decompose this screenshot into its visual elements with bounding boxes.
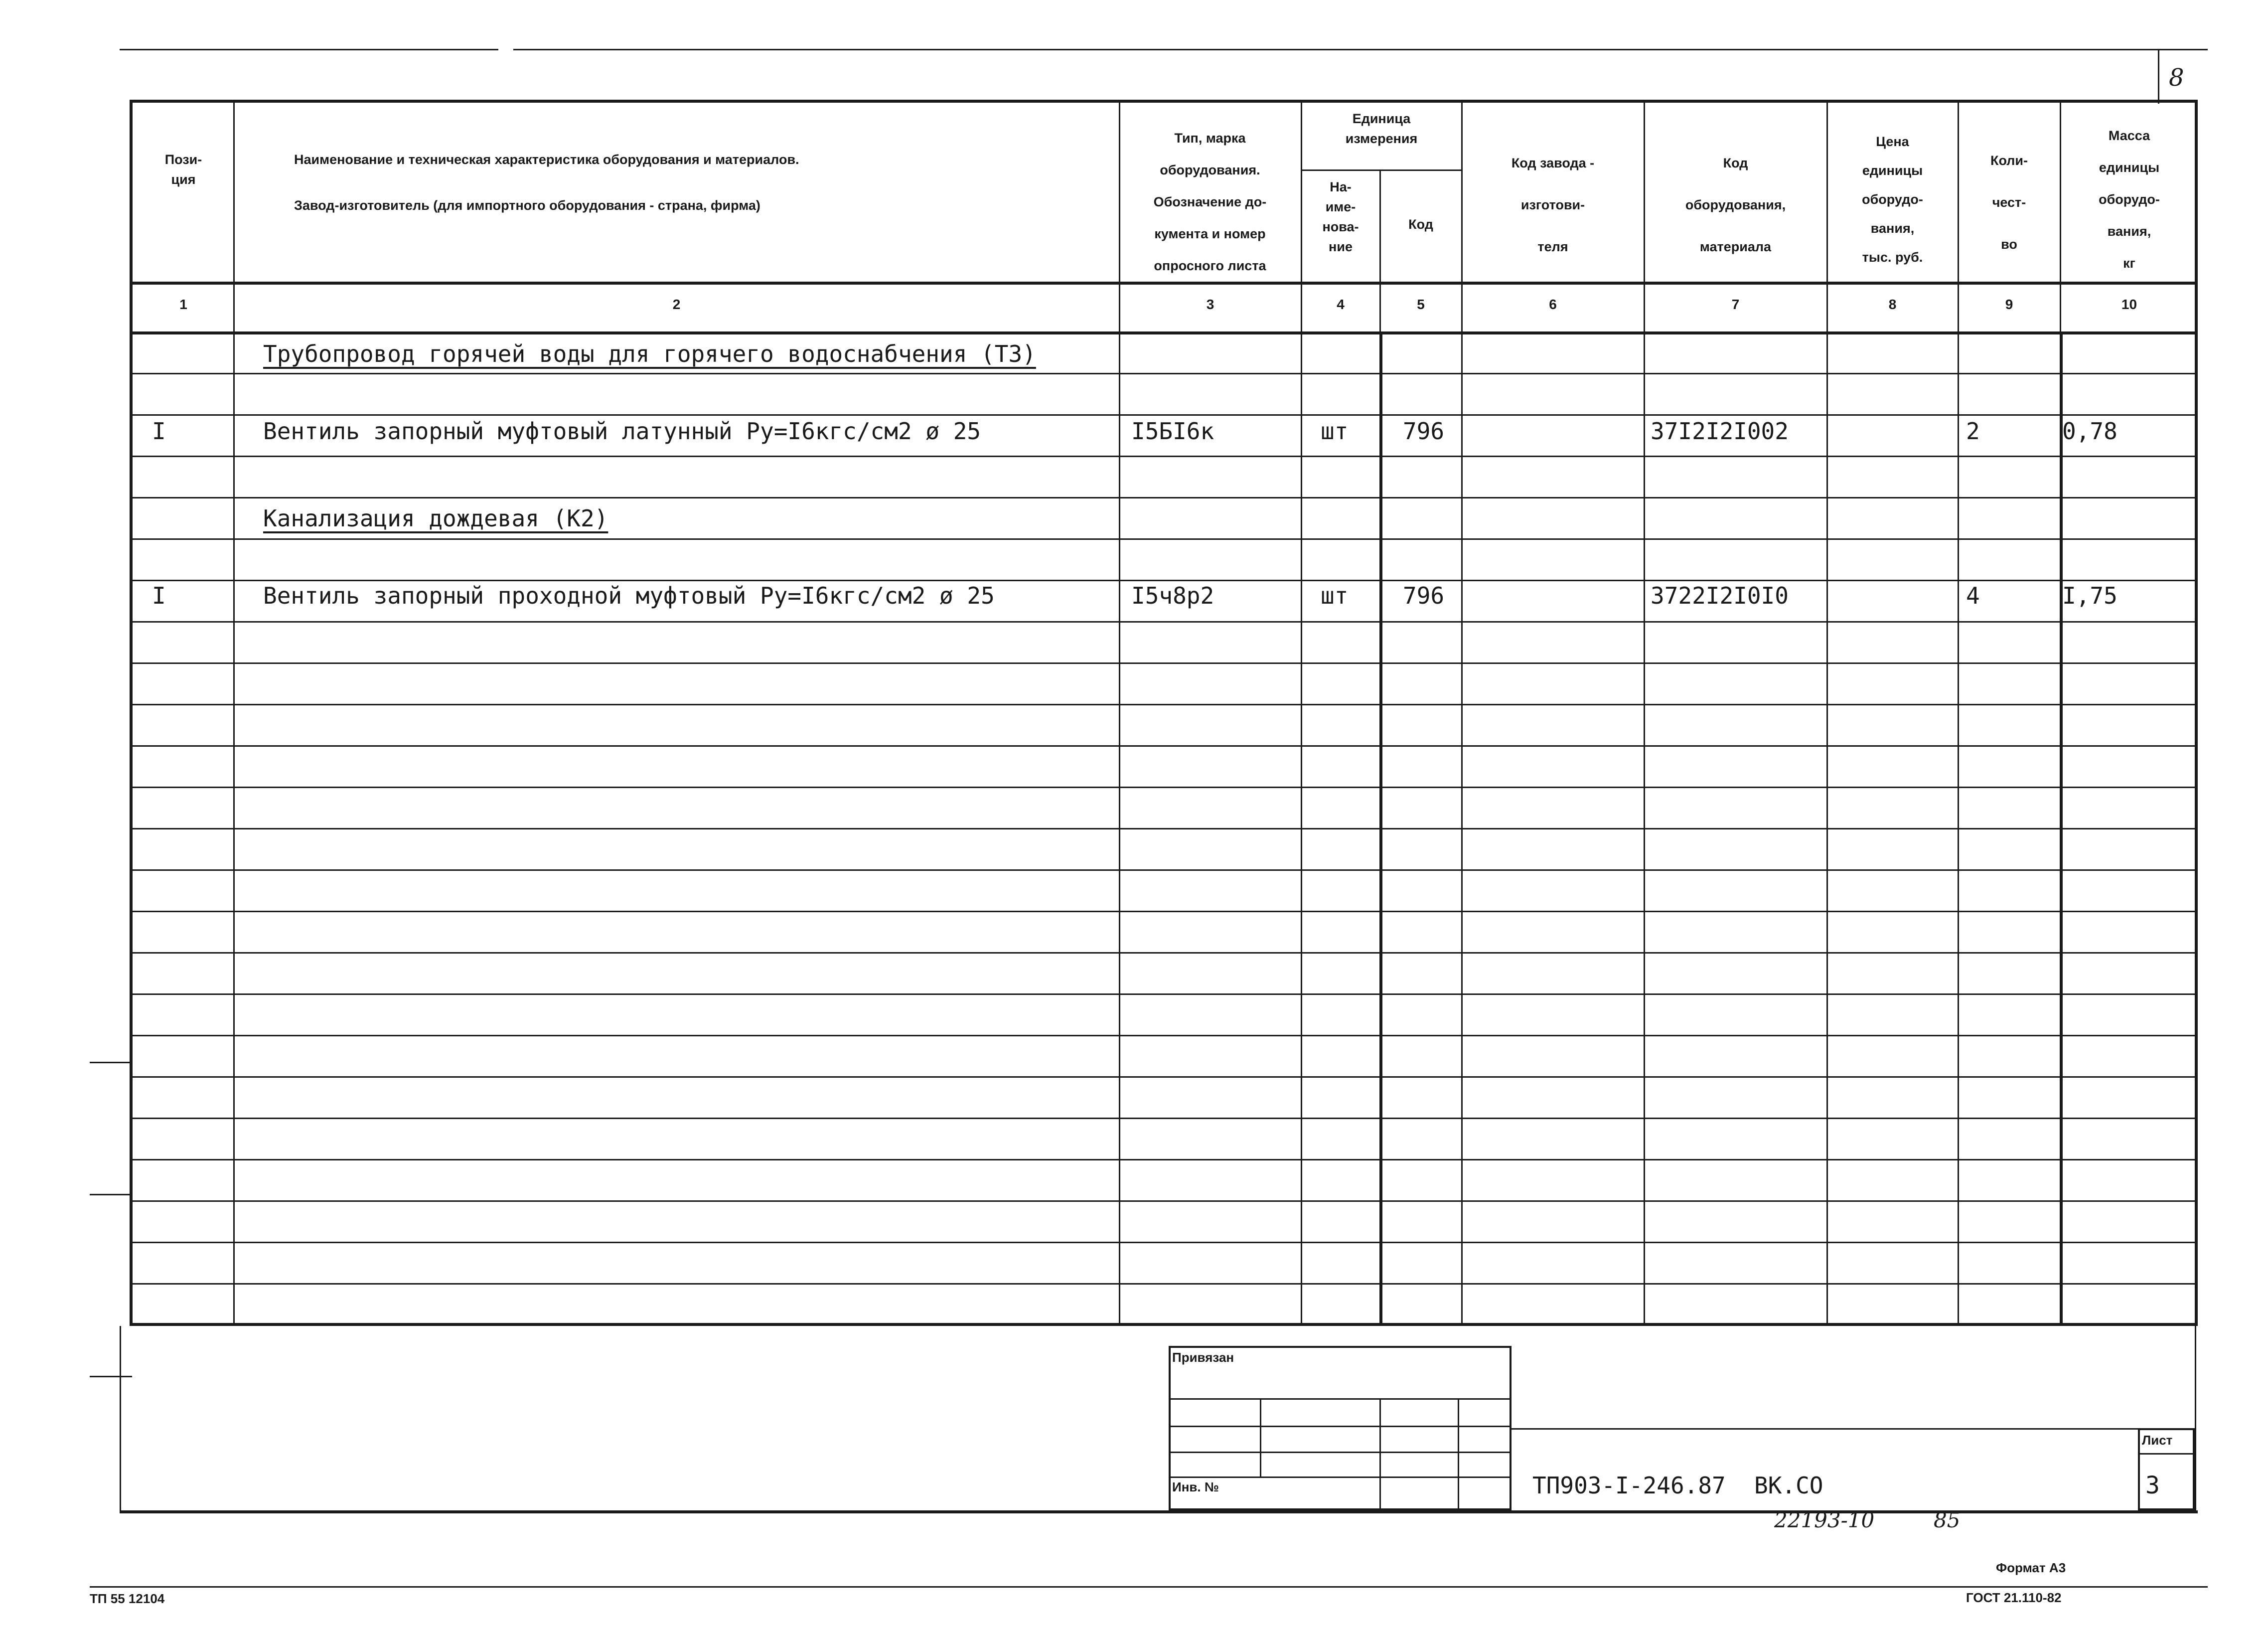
- col-line-1: [233, 100, 235, 1326]
- table-row-line: [130, 497, 2198, 498]
- footer-rule: [90, 1586, 2208, 1588]
- col-line-7: [1826, 100, 1828, 1326]
- sheet-box-divider: [2138, 1453, 2195, 1455]
- colnum-2: 2: [672, 297, 681, 312]
- binding-stamp: [1169, 1346, 1512, 1510]
- table-row-line: [130, 1118, 2198, 1119]
- document-section: ВК.СО: [1754, 1472, 1823, 1499]
- margin-tick-1: [90, 1062, 132, 1063]
- corner-mark-line: [2158, 49, 2159, 104]
- table-row-line: [130, 704, 2198, 705]
- colnum-4: 4: [1337, 297, 1345, 312]
- table-row-line: [130, 1200, 2198, 1202]
- colnum-10: 10: [2121, 297, 2137, 312]
- footer-gost: ГОСТ 21.110-82: [1966, 1590, 2062, 1605]
- inventory-number-label: Инв. №: [1172, 1479, 1219, 1494]
- table-row-line: [130, 869, 2198, 871]
- header-separator: [130, 282, 2198, 285]
- col-line-6: [1644, 100, 1645, 1326]
- footer-series: ТП 55 12104: [90, 1591, 165, 1606]
- table-row-line: [130, 1076, 2198, 1078]
- row1-unit-code: 796: [1403, 418, 1445, 445]
- table-row-line: [130, 621, 2198, 623]
- unit-group-line: [1301, 169, 1461, 171]
- sheet-label: Лист: [2142, 1433, 2173, 1448]
- row1-quantity: 2: [1966, 418, 1980, 445]
- titleblock-right: [2195, 1326, 2196, 1512]
- table-row-line: [130, 1159, 2198, 1160]
- row2-position: I: [152, 582, 166, 609]
- docblock-top: [1512, 1428, 2195, 1430]
- row1-name: Вентиль запорный муфтовый латунный Ру=I6кгс/см2 ø 25: [263, 418, 981, 445]
- section-title-hot-water: Трубопровод горячей воды для горячего водоснабчения (Т3): [263, 340, 1036, 367]
- table-row-line: [130, 911, 2198, 912]
- colnum-6: 6: [1549, 297, 1557, 312]
- row2-unit-code: 796: [1403, 582, 1445, 609]
- stamp-vline-3: [1458, 1398, 1459, 1510]
- colnum-separator: [130, 331, 2198, 334]
- header-price: Цена единицы оборудо- вания, тыс. руб.: [1862, 134, 1923, 265]
- top-rule-right: [513, 49, 2208, 50]
- stamp-line-3: [1169, 1452, 1512, 1453]
- header-unit-group: Единица измерения: [1345, 111, 1418, 146]
- colnum-1: 1: [179, 297, 187, 312]
- bold-bottom-line: [1379, 1323, 2063, 1326]
- col-line-3: [1301, 100, 1302, 1326]
- header-factory-code: Код завода - изготови- теля: [1511, 156, 1595, 254]
- stamp-line-1: [1169, 1398, 1512, 1400]
- row1-mass: 0,78: [2062, 418, 2117, 445]
- table-row-line: [130, 373, 2198, 374]
- document-code: ТП903-I-246.87: [1532, 1472, 1726, 1499]
- margin-tick-3: [90, 1376, 132, 1377]
- header-type: Тип, марка оборудования. Обозначение до- кумента и номер опросного листа: [1153, 131, 1267, 273]
- header-quantity: Коли- чест- во: [1990, 153, 2028, 252]
- table-row-line: [130, 414, 2198, 416]
- row2-name: Вентиль запорный проходной муфтовый Ру=I6кгс/см2 ø 25: [263, 582, 995, 609]
- table-row-line: [130, 952, 2198, 954]
- colnum-9: 9: [2005, 297, 2013, 312]
- row1-position: I: [152, 418, 166, 445]
- table-row-line: [130, 456, 2198, 457]
- table-row-line: [130, 745, 2198, 747]
- col-line-2: [1119, 100, 1120, 1326]
- header-equipment-code: Код оборудования, материала: [1685, 156, 1786, 254]
- row1-type: I5БI6к: [1131, 418, 1214, 445]
- footer-format: Формат А3: [1996, 1560, 2066, 1575]
- header-unit-name: На- име- нова- ние: [1322, 179, 1359, 254]
- col-line-5: [1461, 100, 1463, 1326]
- row2-unit: шт: [1321, 582, 1349, 609]
- header-mass: Масса единицы оборудо- вания, кг: [2099, 128, 2160, 271]
- table-row-line: [130, 1035, 2198, 1036]
- header-name-line2: Завод-изготовитель (для импортного оборудования - страна, фирма): [294, 198, 760, 213]
- header-position: Пози- ция: [164, 152, 202, 187]
- stamp-vline-2: [1379, 1398, 1381, 1510]
- row2-equipment-code: 3722I2I0I0: [1651, 582, 1789, 609]
- handwritten-registration: 22193-10: [1774, 1508, 1875, 1532]
- binding-stamp-label: Привязан: [1172, 1350, 1234, 1365]
- table-row-line: [130, 1283, 2198, 1285]
- section-title-storm-sewer: Канализация дождевая (К2): [263, 505, 608, 532]
- header-unit-code: Код: [1408, 217, 1433, 232]
- header-name-line1: Наименование и техническая характеристика оборудования и материалов.: [294, 152, 799, 167]
- col-line-8: [1958, 100, 1959, 1326]
- stamp-line-4: [1169, 1476, 1512, 1478]
- table-row-line: [130, 1242, 2198, 1243]
- row2-type: I5ч8р2: [1131, 582, 1214, 609]
- sheet-number: 3: [2145, 1472, 2160, 1499]
- table-row-line: [130, 828, 2198, 829]
- table-row-line: [130, 662, 2198, 664]
- page-mark: 8: [2169, 64, 2184, 92]
- row2-quantity: 4: [1966, 582, 1980, 609]
- handwritten-page: 85: [1934, 1508, 1961, 1532]
- colnum-5: 5: [1417, 297, 1425, 312]
- stamp-vline-1: [1260, 1398, 1261, 1476]
- margin-tick-2: [90, 1194, 132, 1195]
- titleblock-bottom: [120, 1510, 2198, 1513]
- colnum-3: 3: [1206, 297, 1214, 312]
- table-row-line: [130, 787, 2198, 788]
- table-row-line: [130, 993, 2198, 995]
- row1-equipment-code: 37I2I2I002: [1651, 418, 1789, 445]
- top-rule-left: [120, 49, 498, 50]
- row1-unit: шт: [1321, 418, 1349, 445]
- titleblock-left: [120, 1326, 121, 1512]
- colnum-8: 8: [1888, 297, 1897, 312]
- stamp-line-2: [1169, 1426, 1512, 1427]
- table-row-line: [130, 538, 2198, 540]
- row2-mass: I,75: [2062, 582, 2117, 609]
- colnum-7: 7: [1731, 297, 1740, 312]
